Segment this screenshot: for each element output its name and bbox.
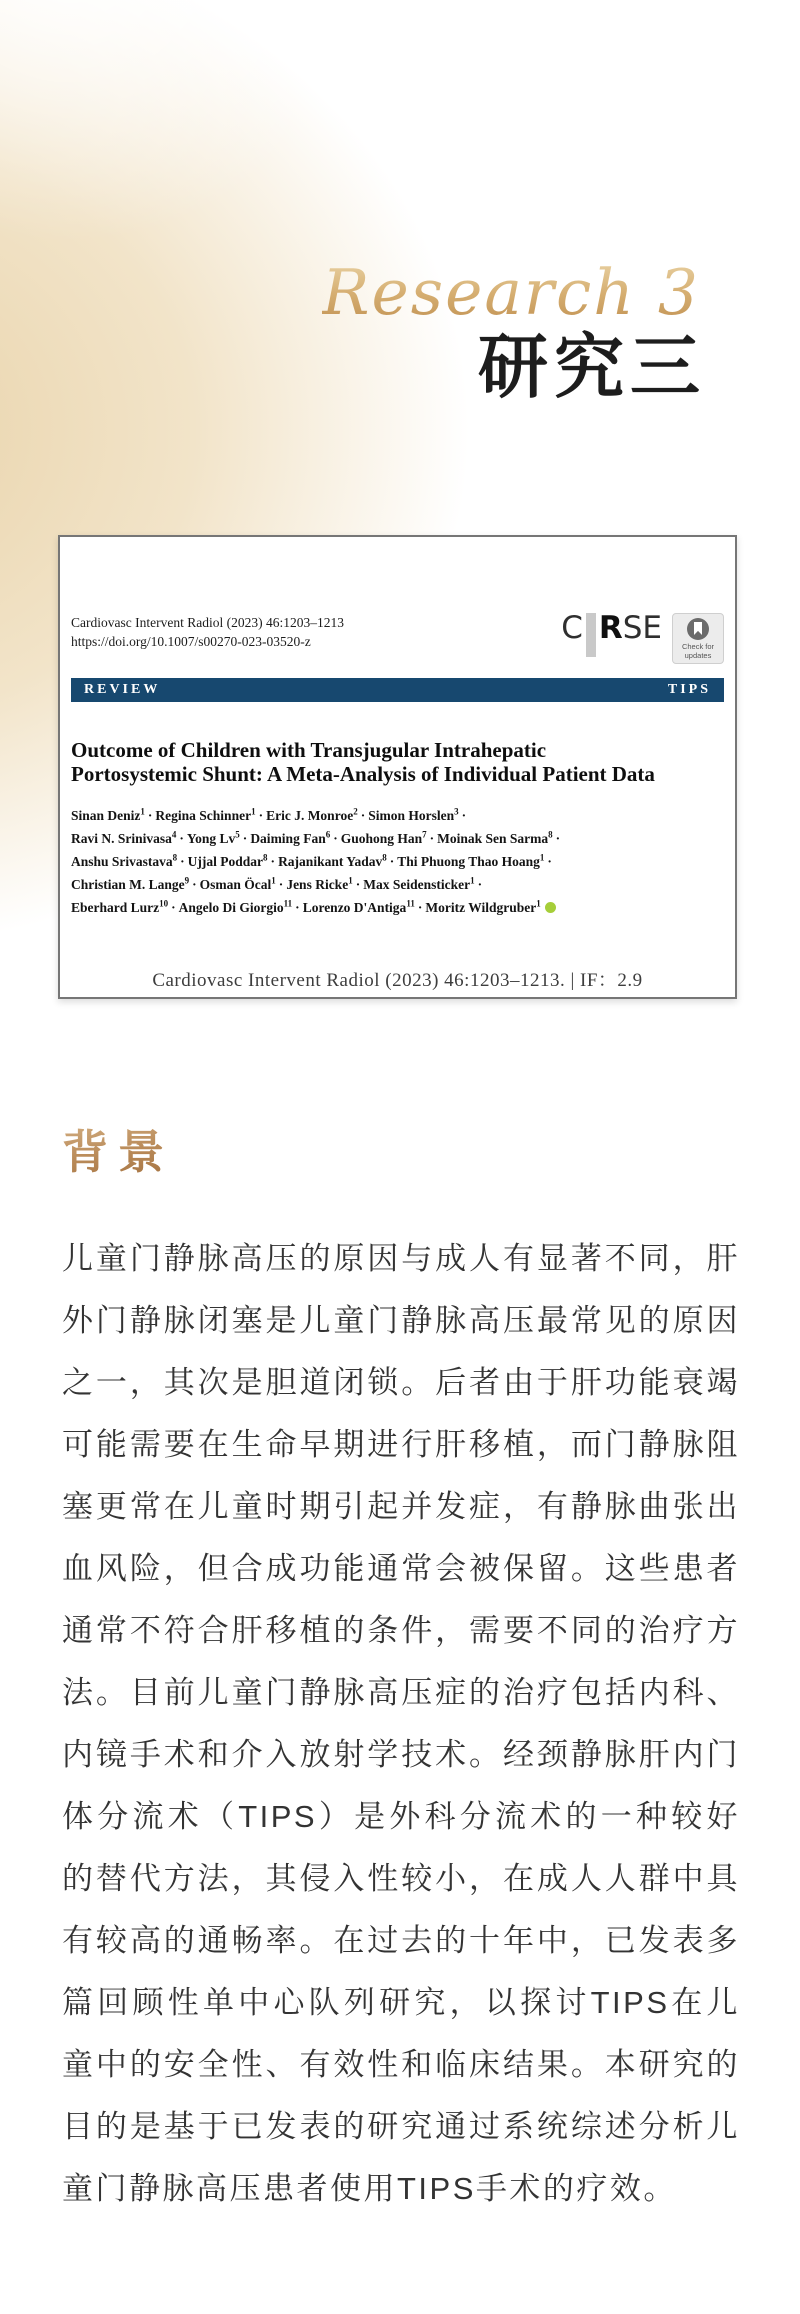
- citation-footer: Cardiovasc Intervent Radiol (2023) 46:1203–1213. | IF：2.9: [152, 970, 643, 991]
- author-separator: ·: [295, 900, 300, 915]
- author-name: Guohong Han: [340, 831, 423, 846]
- paper-screenshot-card: [58, 535, 737, 999]
- author-name: Moinak Sen Sarma: [437, 831, 549, 846]
- author-separator: ·: [355, 877, 361, 892]
- author-name: Eric J. Monroe: [266, 808, 354, 823]
- cirse-logo-r: R: [598, 610, 623, 646]
- author-separator: ·: [270, 854, 276, 869]
- author-separator: ·: [389, 854, 395, 869]
- author-name: Anshu Srivastava: [71, 854, 173, 869]
- author-line: Eberhard Lurz$^{10}$ · Angelo Di Giorgio$^{11}$ · Lorenzo D'Antiga$^{11}$ · Moritz Wildgruber$^1$: [71, 896, 724, 919]
- journal-doi: https://doi.org/10.1007/s00270-023-03520-z: [71, 634, 311, 649]
- author-separator: ·: [360, 808, 366, 823]
- check-badge-line1: Check for: [681, 642, 715, 651]
- section-heading-background: 背景: [62, 1116, 174, 1182]
- author-name: Eberhard Lurz: [71, 900, 160, 915]
- author-name: Regina Schinner: [155, 808, 252, 823]
- cirse-logo-se: SE: [622, 610, 662, 646]
- orcid-icon: [545, 902, 556, 913]
- author-separator: ·: [171, 900, 176, 915]
- journal-citation: Cardiovasc Intervent Radiol (2023) 46:1203–1213: [71, 615, 344, 630]
- author-separator: ·: [192, 877, 197, 892]
- author-line: Sinan Deniz$^1$ · Regina Schinner$^1$ · Eric J. Monroe$^2$ · Simon Horslen$^3$ ·: [71, 804, 724, 827]
- author-separator: ·: [180, 854, 185, 869]
- author-separator: ·: [278, 877, 284, 892]
- author-name: Max Seidensticker: [363, 877, 471, 892]
- paper-title-line2: Portosystemic Shunt: A Meta-Analysis of Individual Patient Data: [71, 762, 655, 786]
- author-name: Osman Öcal: [199, 877, 272, 892]
- check-for-updates-badge: [672, 613, 724, 664]
- journal-citation-block: [71, 613, 344, 651]
- author-name: Sinan Deniz: [71, 808, 141, 823]
- author-name: Rajanikant Yadav: [278, 854, 383, 869]
- hero-script-title: Research 3: [322, 254, 700, 332]
- author-separator: ·: [429, 831, 435, 846]
- author-separator: ·: [461, 808, 467, 823]
- journal-header-right: [561, 610, 724, 664]
- author-separator: ·: [179, 831, 184, 846]
- journal-header: [71, 610, 724, 664]
- author-name: Angelo Di Giorgio: [178, 900, 284, 915]
- author-name: Jens Ricke: [286, 877, 349, 892]
- author-separator: ·: [547, 854, 552, 869]
- background-paragraph: 儿童门静脉高压的原因与成人有显著不同，肝外门静脉闭塞是儿童门静脉高压最常见的原因之一，其次是胆道闭锁。后者由于肝功能衰竭可能需要在生命早期进行肝移植，而门静脉阻塞更常在儿童时期引起并发症，有静脉曲张出血风险，但合成功能通常会被保留。这些患者通常不符合肝移植的条件，需要不同的治疗方法。目前儿童门静脉高压症的治疗包括内科、内镜手术和介入放射学技术。经颈静脉肝内门体分流术（TIPS）是外科分流术的一种较好的替代方法，其侵入性较小，在成人人群中具有较高的通畅率。在过去的十年中，已发表多篇回顾性单中心队列研究，以探讨TIPS在儿童中的安全性、有效性和临床结果。本研究的目的是基于已发表的研究通过系统综述分析儿童门静脉高压患者使用TIPS手术的疗效。: [62, 1241, 740, 2206]
- author-separator: ·: [333, 831, 338, 846]
- author-separator: ·: [477, 877, 483, 892]
- paper-title: [71, 738, 724, 786]
- cirse-logo: [561, 610, 662, 657]
- hero-header: [322, 254, 706, 410]
- author-separator: ·: [258, 808, 264, 823]
- cirse-logo-c: C: [561, 610, 583, 646]
- author-name: Ujjal Poddar: [187, 854, 264, 869]
- author-name: Moritz Wildgruber: [425, 900, 537, 915]
- check-updates-icon: [687, 618, 709, 640]
- author-separator: ·: [147, 808, 153, 823]
- author-name: Simon Horslen: [368, 808, 455, 823]
- review-bar-label: REVIEW: [84, 682, 161, 697]
- author-separator: ·: [417, 900, 423, 915]
- review-bar-tips-label: TIPS: [667, 682, 711, 697]
- check-badge-line2: updates: [684, 651, 712, 660]
- author-name: Daiming Fan: [250, 831, 326, 846]
- paper-title-line1: Outcome of Children with Transjugular Intrahepatic: [71, 738, 547, 762]
- author-name: Ravi N. Srinivasa: [71, 831, 172, 846]
- author-line: Ravi N. Srinivasa$^4$ · Yong $Lv^5 \cdot Daiming$ Fan$^6$ · Guohong Han$^7$ · Moinak Sen Sarma$^8$ ·: [71, 827, 724, 850]
- author-name: Yong Lv: [186, 831, 236, 846]
- bookmark-icon: [694, 622, 702, 635]
- author-name: Christian M. Lange: [71, 877, 185, 892]
- author-separator: ·: [555, 831, 561, 846]
- author-lines: [71, 804, 724, 919]
- author-name: Thi Phuong Thao Hoang: [397, 854, 540, 869]
- cirse-logo-bar-icon: [586, 613, 596, 657]
- author-name: Lorenzo D'Antiga: [302, 900, 407, 915]
- author-line: Anshu Srivastava$^8$ · Ujjal Poddar$^8$ · Rajanikant Yadav$^8$ · Thi Phuong Thao Hoang$^1$ ·: [71, 850, 724, 873]
- author-line: Christian M. Lange$^9$ · Osman Öcal$^1$ · Jens Ricke$^1$ · Max Seidensticker$^1$ ·: [71, 873, 724, 896]
- author-separator: ·: [242, 831, 248, 846]
- hero-cn-title: 研究三: [478, 330, 706, 407]
- review-bar: [71, 678, 724, 702]
